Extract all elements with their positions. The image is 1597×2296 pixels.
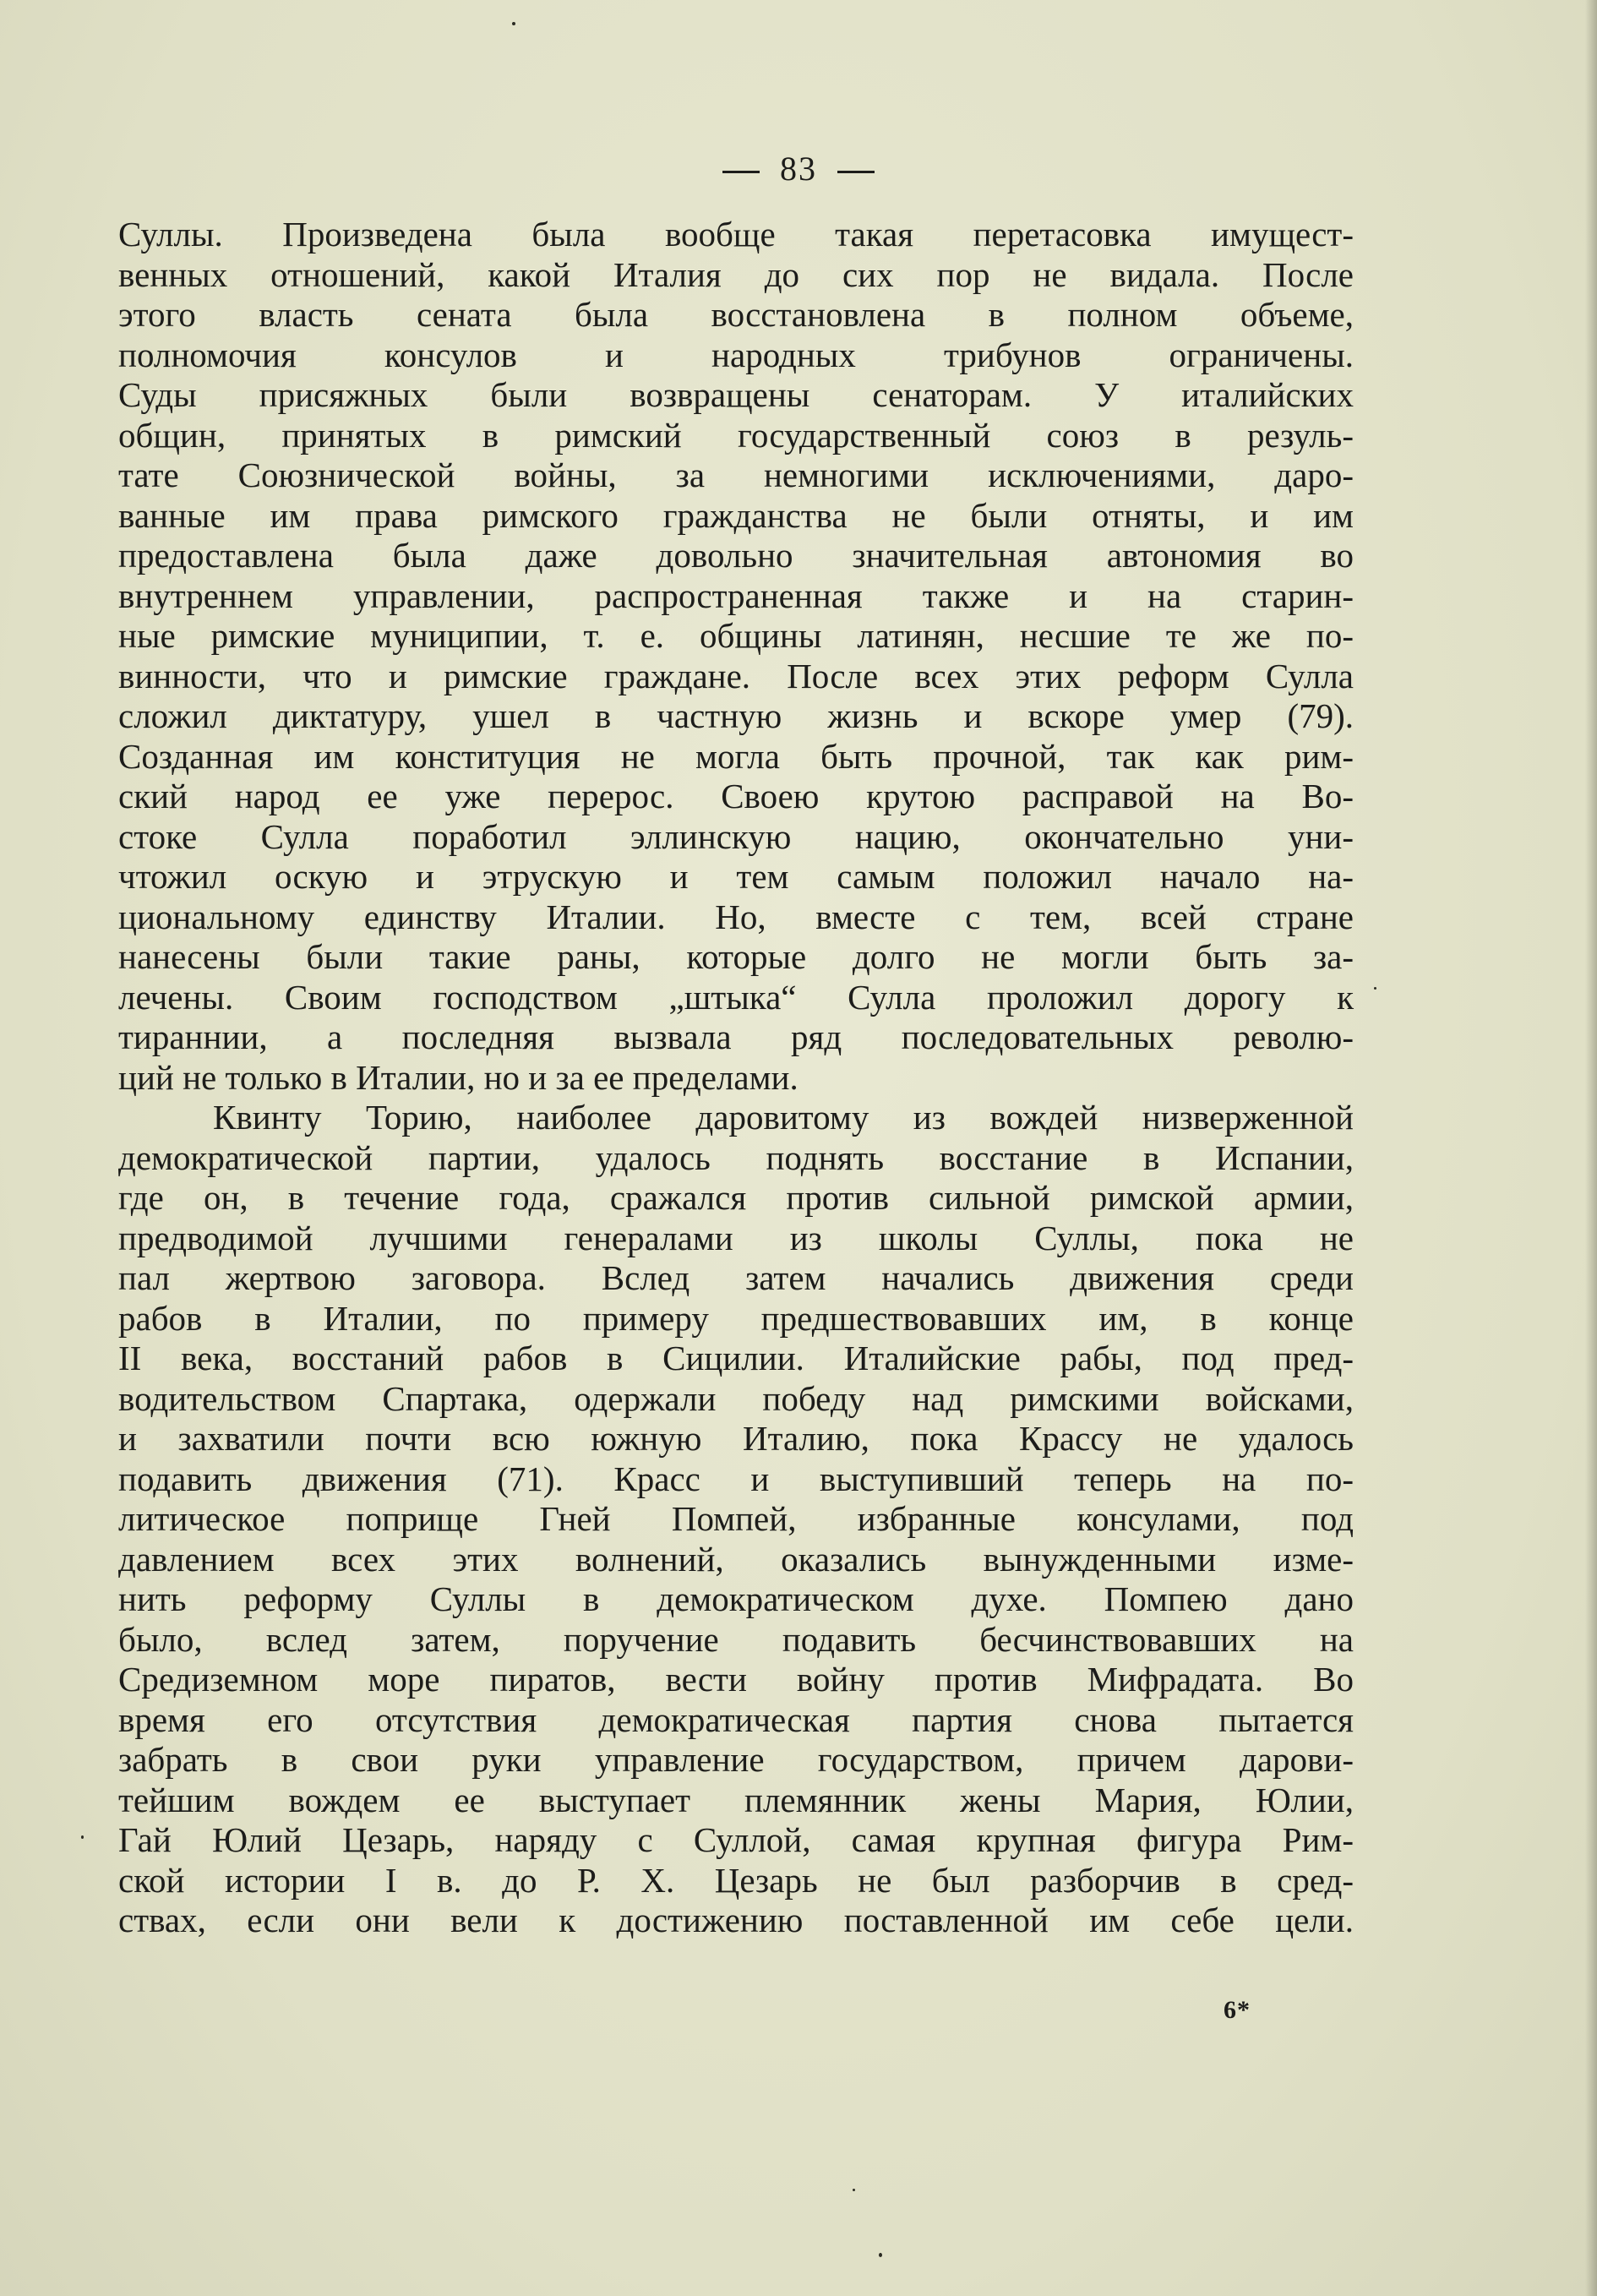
paragraph bbox=[118, 215, 1354, 1098]
text-line: ций не только в Италии, но и за ее пределами. bbox=[118, 1057, 798, 1097]
text-line: предводимой лучшими генералами из школы Суллы, пока не bbox=[118, 1218, 1354, 1257]
text-line: ванные им права римского гражданства не были отняты, и им bbox=[118, 495, 1354, 535]
text-line: чтожил оскую и этрускую и тем самым положил начало на- bbox=[118, 857, 1354, 896]
text-line: давлением всех этих волнений, оказались вынужденными изме- bbox=[118, 1539, 1354, 1579]
page-edge-shadow bbox=[1585, 0, 1597, 2296]
text-line: водительством Спартака, одержали победу над римскими войсками, bbox=[118, 1378, 1354, 1418]
text-line: винности, что и римские граждане. После всех этих реформ Сулла bbox=[118, 656, 1354, 695]
text-line: ствах, если они вели к достижению поставленной им себе цели. bbox=[118, 1901, 1354, 1939]
text-line: внутреннем управлении, распространенная также и на старин- bbox=[118, 575, 1354, 615]
text-line: стоке Сулла поработил эллинскую нацию, окончательно уни- bbox=[118, 816, 1354, 856]
text-line: циональному единству Италии. Но, вместе с тем, всей стране bbox=[118, 897, 1354, 936]
text-line: было, вслед затем, поручение подавить бесчинствовавших на bbox=[118, 1619, 1354, 1659]
text-line: тейшим вождем ее выступает племянник жены Мария, Юлии, bbox=[118, 1780, 1354, 1819]
body-text bbox=[118, 215, 1354, 1941]
text-line: сложил диктатуру, ушел в частную жизнь и вскоре умер (79). bbox=[118, 696, 1354, 735]
text-line: демократической партии, удалось поднять восстание в Испании, bbox=[118, 1137, 1354, 1177]
text-line: II века, восстаний рабов в Сицилии. Италийские рабы, под пред- bbox=[118, 1339, 1354, 1377]
text-line: Суды присяжных были возвращены сенаторам. У италийских bbox=[118, 375, 1354, 414]
text-line: забрать в свои руки управление государством, причем дарови- bbox=[118, 1740, 1354, 1779]
text-line: этого власть сената была восстановлена в полном объеме, bbox=[118, 295, 1354, 334]
page-number-right-dash bbox=[837, 171, 875, 173]
text-line: Гай Юлий Цезарь, наряду с Суллой, самая крупная фигура Рим- bbox=[118, 1820, 1354, 1859]
text-line: венных отношений, какой Италия до сих пор не видала. После bbox=[118, 254, 1354, 294]
text-line: пал жертвою заговора. Вслед затем начались движения среди bbox=[118, 1258, 1354, 1297]
text-line: где он, в течение года, сражался против сильной римской армии, bbox=[118, 1178, 1354, 1217]
text-line: тираннии, а последняя вызвала ряд последовательных револю- bbox=[118, 1017, 1354, 1056]
text-line: Созданная им конституция не могла быть прочной, так как рим- bbox=[118, 736, 1354, 776]
text-line: тате Союзнической войны, за немногими исключениями, даро- bbox=[118, 455, 1354, 494]
text-line: полномочия консулов и народных трибунов ограничены. bbox=[118, 335, 1354, 374]
text-line: рабов в Италии, по примеру предшествовавших им, в конце bbox=[118, 1298, 1354, 1338]
text-line: подавить движения (71). Красс и выступивший теперь на по- bbox=[118, 1459, 1354, 1498]
text-line: Средиземном море пиратов, вести войну против Мифрадата. Во bbox=[118, 1660, 1354, 1699]
paragraph bbox=[118, 1098, 1354, 1941]
signature-mark: 6* bbox=[1224, 1996, 1251, 2024]
text-line: предоставлена была даже довольно значительная автономия во bbox=[118, 536, 1354, 575]
page-number bbox=[0, 149, 1597, 188]
text-line: нанесены были такие раны, которые долго не могли быть за- bbox=[118, 937, 1354, 976]
text-line: литическое поприще Гней Помпей, избранные консулами, под bbox=[118, 1499, 1354, 1538]
text-line: ский народ ее уже перерос. Своею крутою расправой на Во- bbox=[118, 777, 1354, 815]
text-line: и захватили почти всю южную Италию, пока Крассу не удалось bbox=[118, 1419, 1354, 1458]
page-number-value: 83 bbox=[780, 150, 817, 188]
text-line: Квинту Торию, наиболее даровитому из вождей низверженной bbox=[213, 1098, 1354, 1137]
text-line: ные римские муниципии, т. е. общины латинян, несшие те же по- bbox=[118, 616, 1354, 655]
text-line: время его отсутствия демократическая партия снова пытается bbox=[118, 1699, 1354, 1739]
text-line: ской истории I в. до Р. Х. Цезарь не был разборчив в сред- bbox=[118, 1860, 1354, 1900]
page-number-left-dash bbox=[722, 171, 760, 173]
text-line: нить реформу Суллы в демократическом духе. Помпею дано bbox=[118, 1579, 1354, 1618]
text-line: лечены. Своим господством „штыка“ Сулла проложил дорогу к bbox=[118, 977, 1354, 1017]
text-line: общин, принятых в римский государственный союз в резуль- bbox=[118, 415, 1354, 455]
text-line: Суллы. Произведена была вообще такая перетасовка имущест- bbox=[118, 215, 1354, 254]
